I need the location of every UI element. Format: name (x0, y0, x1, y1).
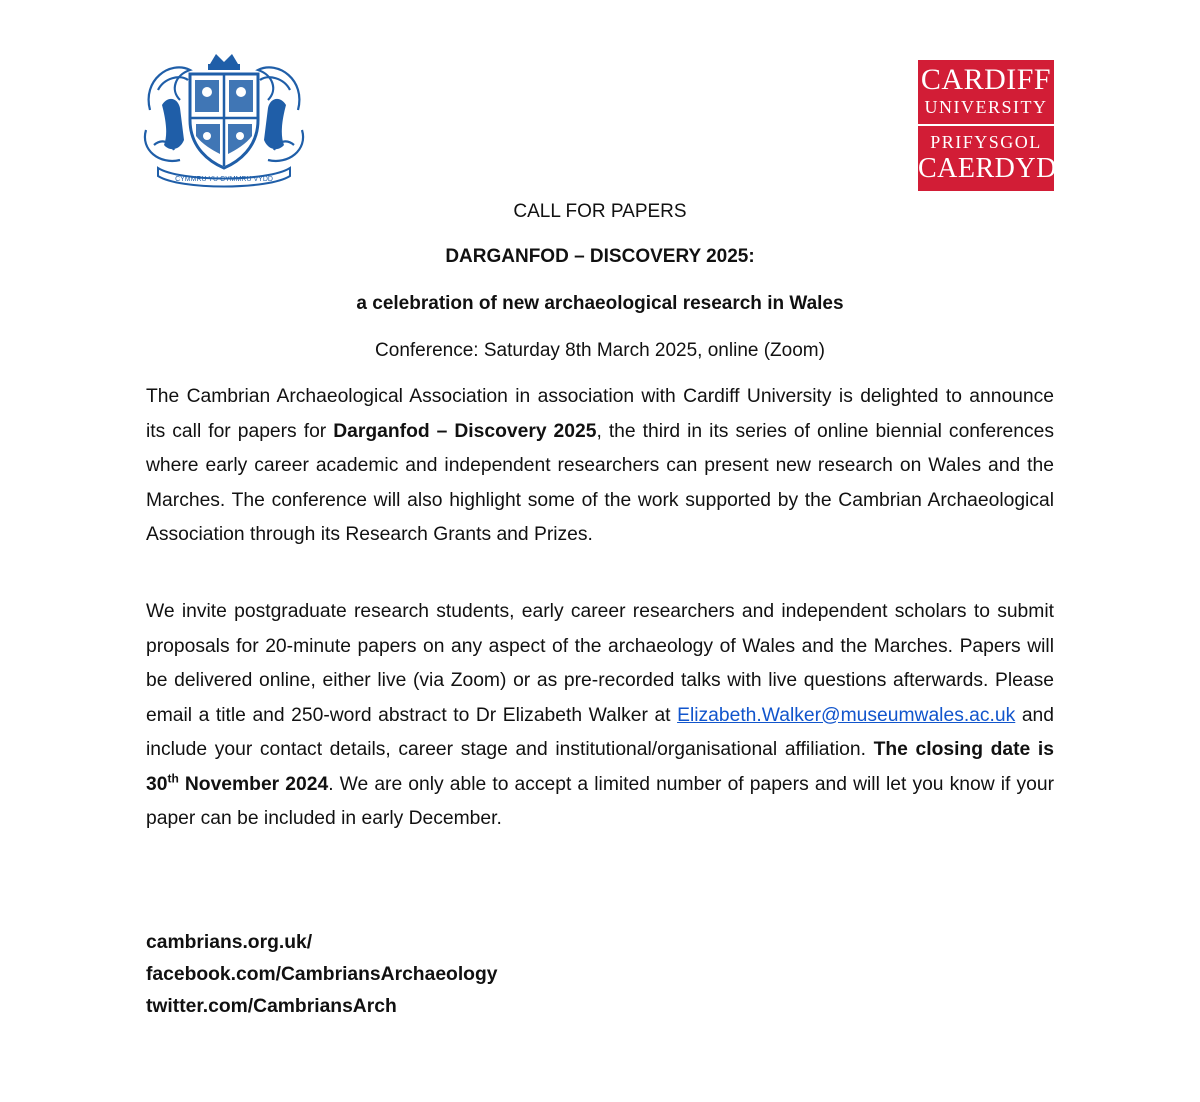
intro-text-2: , the third in its series of online biennial conferences where early career academic and independent researchers can present new research on Wales and the Marches. The conference will also highlight some of the work supported by the Cambrian Archaeological Association through its Research Grants and Prizes. (146, 420, 1054, 545)
cardiff-logo-line4: CAERDYDD (918, 153, 1078, 184)
email-link[interactable]: Elizabeth.Walker@museumwales.ac.uk (677, 704, 1016, 726)
event-title: DARGANFOD – DISCOVERY 2025: (445, 246, 755, 267)
twitter-link[interactable]: twitter.com/CambriansArch (146, 996, 397, 1017)
social-links (146, 927, 497, 1023)
cardiff-logo-line3: PRIFYSGOL (930, 132, 1042, 152)
intro-text-1: The Cambrian Archaeological Association in association with Cardiff University is delighted to announce its call for papers for (146, 386, 1054, 442)
invite-text-3: . We are only able to accept a limited number of papers and will let you know if your paper can be included in early December. (146, 773, 1055, 829)
closing-date-post: November 2024 (178, 773, 329, 795)
cardiff-logo-line1: CARDIFF (920, 63, 1052, 96)
website-link[interactable]: cambrians.org.uk/ (146, 932, 313, 953)
crest-motto: CYMMRU YU CYMMRU VYDD (175, 176, 273, 183)
cardiff-university-logo (918, 60, 1078, 191)
cardiff-logo-line2: UNIVERSITY (924, 97, 1048, 117)
facebook-link[interactable]: facebook.com/CambriansArchaeology (146, 964, 498, 985)
conference-date: Conference: Saturday 8th March 2025, online (Zoom) (375, 340, 825, 361)
cambrian-crest-logo (140, 50, 308, 190)
cardiff-logo-divider (918, 124, 1054, 126)
invitation-paragraph (146, 595, 1054, 837)
event-subtitle: a celebration of new archaeological research in Wales (356, 293, 844, 314)
invite-text-1: We invite postgraduate research students, early career researchers and independent scholars to submit proposals for 20-minute papers on any aspect of the archaeology of Wales and the Marches. Papers will be delivered online, either live (via Zoom) or as pre-recorded talks with live questions afterwards. Please email a title and 250-word abstract to Dr Elizabeth Walker at (146, 601, 1054, 726)
invite-text-2: and include your contact details, career stage and institutional/organisational affiliation. (146, 704, 1054, 760)
closing-date-sup: th (167, 771, 179, 786)
closing-date-pre: The closing date is 30 (146, 739, 1054, 795)
call-for-papers-heading: CALL FOR PAPERS (513, 201, 687, 222)
intro-paragraph (146, 380, 1054, 553)
intro-bold-title: Darganfod – Discovery 2025 (333, 420, 597, 442)
